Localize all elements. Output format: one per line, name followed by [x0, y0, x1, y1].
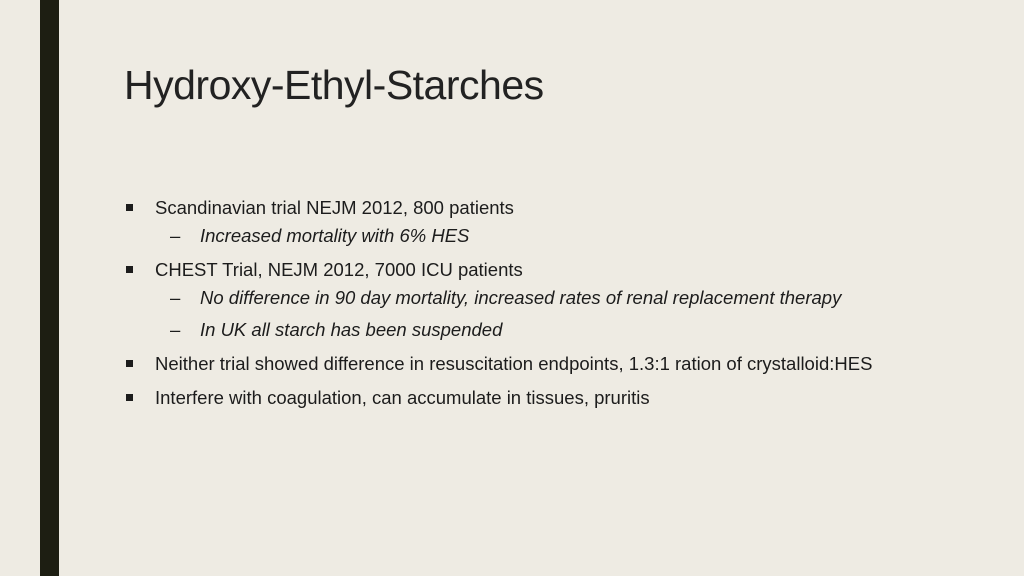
- bullet-item: [124, 352, 964, 375]
- square-bullet-icon: [126, 394, 133, 401]
- square-bullet-icon: [126, 266, 133, 273]
- bullet-item: [124, 386, 964, 409]
- bullet-text: CHEST Trial, NEJM 2012, 7000 ICU patients: [155, 259, 523, 280]
- bullet-item: [124, 196, 964, 247]
- sub-item-text: In UK all starch has been suspended: [200, 319, 503, 340]
- sub-item: [155, 318, 964, 341]
- square-bullet-icon: [126, 204, 133, 211]
- bullet-text: Scandinavian trial NEJM 2012, 800 patients: [155, 197, 514, 218]
- bullet-item: [124, 258, 964, 341]
- sub-item: [155, 286, 964, 309]
- dash-icon: –: [170, 225, 181, 246]
- slide-title: Hydroxy-Ethyl-Starches: [124, 62, 544, 108]
- accent-bar: [40, 0, 59, 576]
- sub-item: [155, 224, 964, 247]
- square-bullet-icon: [126, 360, 133, 367]
- sub-list: [155, 224, 964, 247]
- bullet-list: [124, 196, 964, 420]
- dash-icon: –: [170, 287, 181, 308]
- sub-item-text: No difference in 90 day mortality, increased rates of renal replacement therapy: [200, 287, 842, 308]
- sub-item-text: Increased mortality with 6% HES: [200, 225, 470, 246]
- bullet-text: Interfere with coagulation, can accumulate in tissues, pruritis: [155, 387, 650, 408]
- sub-list: [155, 286, 964, 341]
- dash-icon: –: [170, 319, 181, 340]
- bullet-text: Neither trial showed difference in resuscitation endpoints, 1.3:1 ration of crystalloid:HES: [155, 353, 873, 374]
